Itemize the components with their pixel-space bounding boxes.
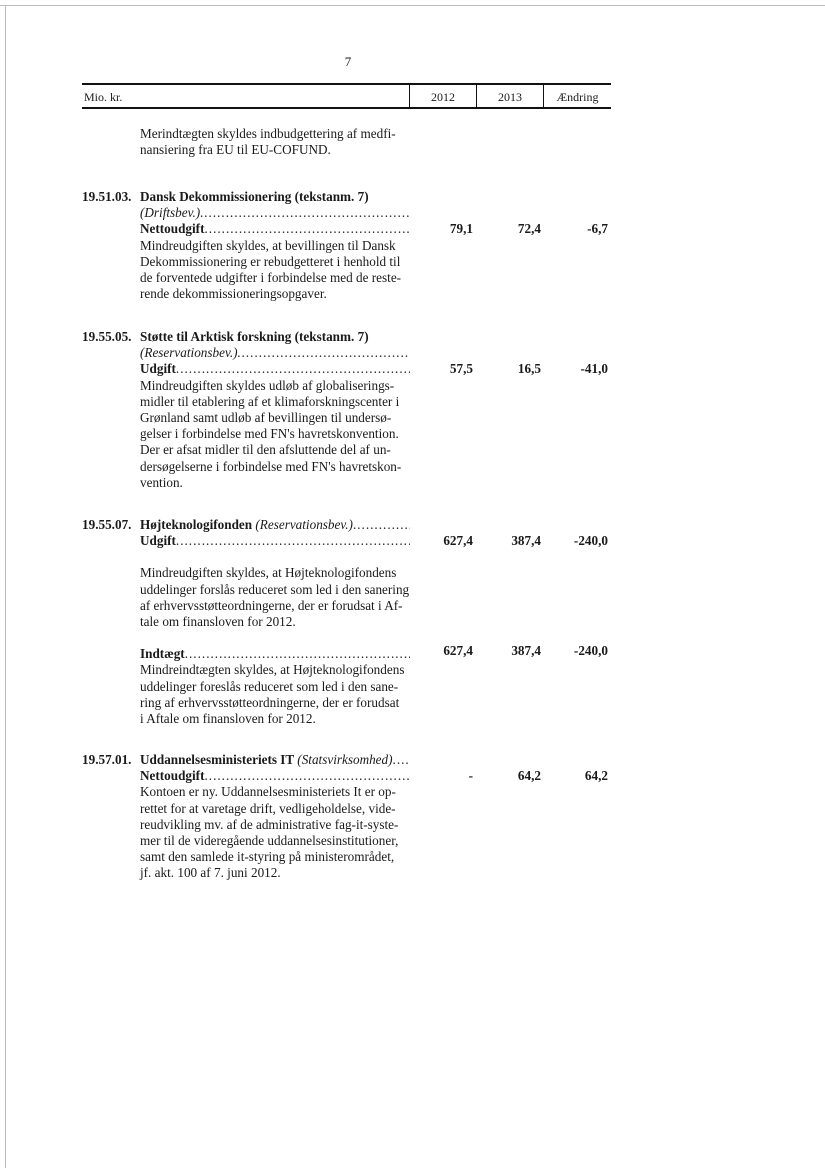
value-2012: 627,4 [443,643,473,658]
account-number: 19.55.05. [82,329,132,344]
line-label: Nettoudgift [140,221,205,237]
value-change: -6,7 [587,221,608,236]
value-change: -240,0 [573,643,608,658]
value-2012: 627,4 [443,533,473,548]
entry-title: Uddannelsesministeriets IT [140,752,294,767]
value-2012: - [468,768,473,783]
value-change: -41,0 [580,361,608,376]
text-line: af erhvervsstøtteordningerne, der er forudsat i Af- [140,597,403,613]
line-label: Nettoudgift [140,768,205,784]
text-line: jf. akt. 100 af 7. juni 2012. [140,865,281,881]
column-2013: 2013 [498,90,522,104]
column-header [82,83,611,109]
entry-description [140,784,410,881]
line-label: Udgift [140,533,176,549]
value-2012: 57,5 [449,361,473,376]
entry-title: Dansk Dekommissionering (tekstanm. 7) [140,189,369,204]
value-2012: 79,1 [449,221,473,236]
value-2013: 64,2 [517,768,541,783]
line-label: Udgift [140,361,176,377]
text-line: nansiering fra EU til EU-COFUND. [140,142,331,158]
text-line: mer til de videregående uddannelsesinstitutioner, [140,833,399,849]
text-line: tale om finansloven for 2012. [140,614,296,630]
text-line: Mindreudgiften skyldes, at bevillingen til Dansk [140,237,396,253]
text-line: de forventede udgifter i forbindelse med de reste- [140,270,402,286]
page-number: 7 [344,54,352,69]
value-change: -240,0 [573,533,608,548]
column-2012: 2012 [431,90,455,104]
value-2013: 16,5 [517,361,541,376]
line-label-income: Indtægt [140,646,185,662]
text-line: Mindreudgiften skyldes udløb af globaliserings- [140,377,395,393]
entry-title: Støtte til Arktisk forskning (tekstanm. 7) [140,329,369,344]
account-number: 19.51.03. [82,189,132,204]
text-line: vention. [140,474,183,490]
text-line: Mindreudgiften skyldes, at Højteknologifondens [140,565,397,581]
value-2013: 387,4 [511,643,541,658]
text-line: uddelinger forslås reduceret som led i den sanering [140,581,410,597]
entry-category: (Reservationsbev.) [255,517,353,532]
text-line: Merindtægten skyldes indbudgettering af medfi- [140,126,396,141]
text-line: Der er afsat midler til den afsluttende del af un- [140,442,391,458]
text-line: reudvikling mv. af de administrative fag-it-syste- [140,816,399,832]
unit-label: Mio. kr. [84,90,123,104]
entry-description [140,565,410,630]
entry-category: (Statsvirksomhed) [297,752,393,767]
value-2013: 72,4 [517,221,541,236]
text-line: Grønland samt udløb af bevillingen til undersø- [140,410,392,426]
text-line: uddelinger foreslås reduceret som led i den sane- [140,678,399,694]
text-line: ring af erhvervsstøtteordningerne, der er forudsat [140,694,400,710]
text-line: Mindreindtægten skyldes, at Højteknologifondens [140,662,405,678]
entry-title: Højteknologifonden [140,517,253,532]
value-2013: 387,4 [511,533,541,548]
text-line: i Aftale om finansloven for 2012. [140,711,316,727]
account-number: 19.55.07. [82,517,132,532]
entry-description [140,238,410,303]
text-line: Kontoen er ny. Uddannelsesministeriets It er op- [140,784,396,800]
text-line: Dekommissionering er rebudgetteret i henhold til [140,253,401,269]
text-line: midler til etablering af et klimaforskningscenter i [140,393,400,409]
text-line: samt den samlede it-styring på ministerområdet, [140,849,395,865]
text-line: gelser i forbindelse med FN's havretskonvention. [140,426,399,442]
text-line: dersøgelserne i forbindelse med FN's havretskon- [140,458,402,474]
entry-description [140,378,410,491]
value-change: 64,2 [584,768,608,783]
account-number: 19.57.01. [82,752,132,767]
text-line: rettet for at varetage drift, vedligeholdelse, vide- [140,800,396,816]
scan-border-left [5,5,6,1168]
entry-description [140,662,410,727]
text-line: rende dekommissioneringsopgaver. [140,286,327,302]
entry-category: (Driftsbev.) [140,205,201,221]
intro-paragraph [140,126,410,158]
scan-border-top [0,5,825,6]
column-change: Ændring [556,90,599,104]
entry-category: (Reservationsbev.) [140,345,238,361]
